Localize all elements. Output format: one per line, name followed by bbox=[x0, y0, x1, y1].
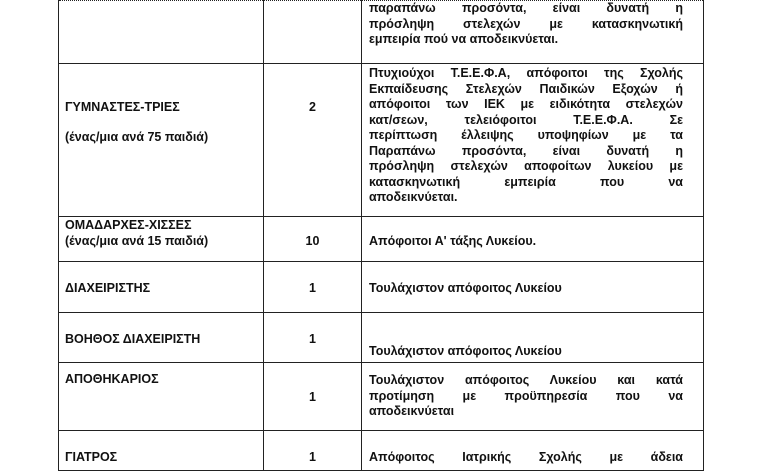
table-row bbox=[59, 64, 704, 217]
requirements-cell bbox=[362, 363, 704, 431]
requirements-line: Απόφοιτοι Α' τάξης Λυκείου. bbox=[369, 234, 537, 248]
count-cell bbox=[264, 363, 362, 431]
table-row bbox=[59, 313, 704, 363]
requirements-line: απόφοιτοι των ΙΕΚ με ειδικότητα στελεχών bbox=[369, 97, 683, 111]
role-title: ΓΥΜΝΑΣΤΕΣ-ΤΡΙΕΣ bbox=[65, 100, 180, 114]
requirements-cell bbox=[362, 262, 704, 313]
requirements-line: Παραπάνω προσόντα, είναι δυνατή η bbox=[369, 143, 683, 158]
table-row bbox=[59, 363, 704, 431]
requirements-line: Απόφοιτος Ιατρικής Σχολής με άδεια bbox=[369, 450, 683, 464]
count-cell bbox=[264, 313, 362, 363]
count-cell bbox=[264, 431, 362, 471]
requirements-line: εμπειρία πού να αποδεικνύεται. bbox=[369, 32, 559, 46]
requirements-line: περίπτωση έλλειψης υποψηφίων με τα bbox=[369, 128, 683, 142]
role-note: (ένας/μια ανά 15 παιδιά) bbox=[65, 233, 209, 248]
requirements-line: Πτυχιούχοι Τ.Ε.Ε.Φ.Α, απόφοιτοι της Σχολής bbox=[369, 66, 683, 80]
requirements-line: Εκπαίδευσης Στελεχών Παιδικών Εξοχών ή bbox=[369, 81, 683, 96]
requirements-line: Τουλάχιστον απόφοιτος Λυκείου bbox=[369, 344, 562, 358]
role-cell bbox=[59, 1, 264, 64]
requirements-line: κατασκηνωτική εμπειρία που να bbox=[369, 174, 683, 189]
table-row bbox=[59, 217, 704, 262]
role-title: ΑΠΟΘΗΚΑΡΙΟΣ bbox=[65, 372, 159, 386]
role-cell bbox=[59, 431, 264, 471]
role-note: (ένας/μια ανά 75 παιδιά) bbox=[65, 129, 209, 144]
requirements-cell bbox=[362, 1, 704, 64]
table-row bbox=[59, 431, 704, 471]
role-cell bbox=[59, 313, 264, 363]
requirements-line: Τουλάχιστον απόφοιτος Λυκείου bbox=[369, 281, 562, 295]
requirements-line: πρόσληψη στελεχών με κατασκηνωτική bbox=[369, 16, 683, 31]
role-count: 1 bbox=[309, 332, 316, 346]
requirements-cell bbox=[362, 313, 704, 363]
role-count: 2 bbox=[309, 100, 316, 114]
role-count: 1 bbox=[309, 281, 316, 295]
role-count: 10 bbox=[305, 234, 320, 248]
role-count: 1 bbox=[309, 390, 316, 404]
table-row bbox=[59, 262, 704, 313]
requirements-cell bbox=[362, 217, 704, 262]
count-cell bbox=[264, 1, 362, 64]
role-title: ΒΟΗΘΟΣ ΔΙΑΧΕΙΡΙΣΤΗ bbox=[65, 332, 201, 346]
requirements-line: αποδεικνύεται bbox=[369, 404, 455, 418]
count-cell bbox=[264, 217, 362, 262]
role-title: ΟΜΑΔΑΡΧΕΣ-ΧΙΣΣΕΣ bbox=[65, 218, 192, 232]
requirements-line: Τουλάχιστον απόφοιτος Λυκείου και κατά bbox=[369, 373, 683, 387]
role-cell bbox=[59, 363, 264, 431]
requirements-cell bbox=[362, 431, 704, 471]
requirements-line: αποδεικνύεται. bbox=[369, 190, 458, 204]
table-row bbox=[59, 1, 704, 64]
requirements-line: πρόσληψη στελεχών αποφοίτων λυκείου με bbox=[369, 159, 683, 173]
count-cell bbox=[264, 64, 362, 217]
role-count: 1 bbox=[309, 450, 316, 464]
role-cell bbox=[59, 64, 264, 217]
requirements-line: κατ/σεων, τελειόφοιτοι Τ.Ε.Ε.Φ.Α. Σε bbox=[369, 112, 683, 127]
requirements-line: προτίμηση με προϋπηρεσία που να bbox=[369, 388, 683, 403]
count-cell bbox=[264, 262, 362, 313]
role-title: ΔΙΑΧΕΙΡΙΣΤΗΣ bbox=[65, 281, 151, 295]
requirements-cell bbox=[362, 64, 704, 217]
role-cell bbox=[59, 217, 264, 262]
role-title: ΓΙΑΤΡΟΣ bbox=[65, 450, 118, 464]
requirements-line: παραπάνω προσόντα, είναι δυνατή η bbox=[369, 1, 683, 15]
staff-requirements-table bbox=[58, 0, 704, 471]
role-cell bbox=[59, 262, 264, 313]
